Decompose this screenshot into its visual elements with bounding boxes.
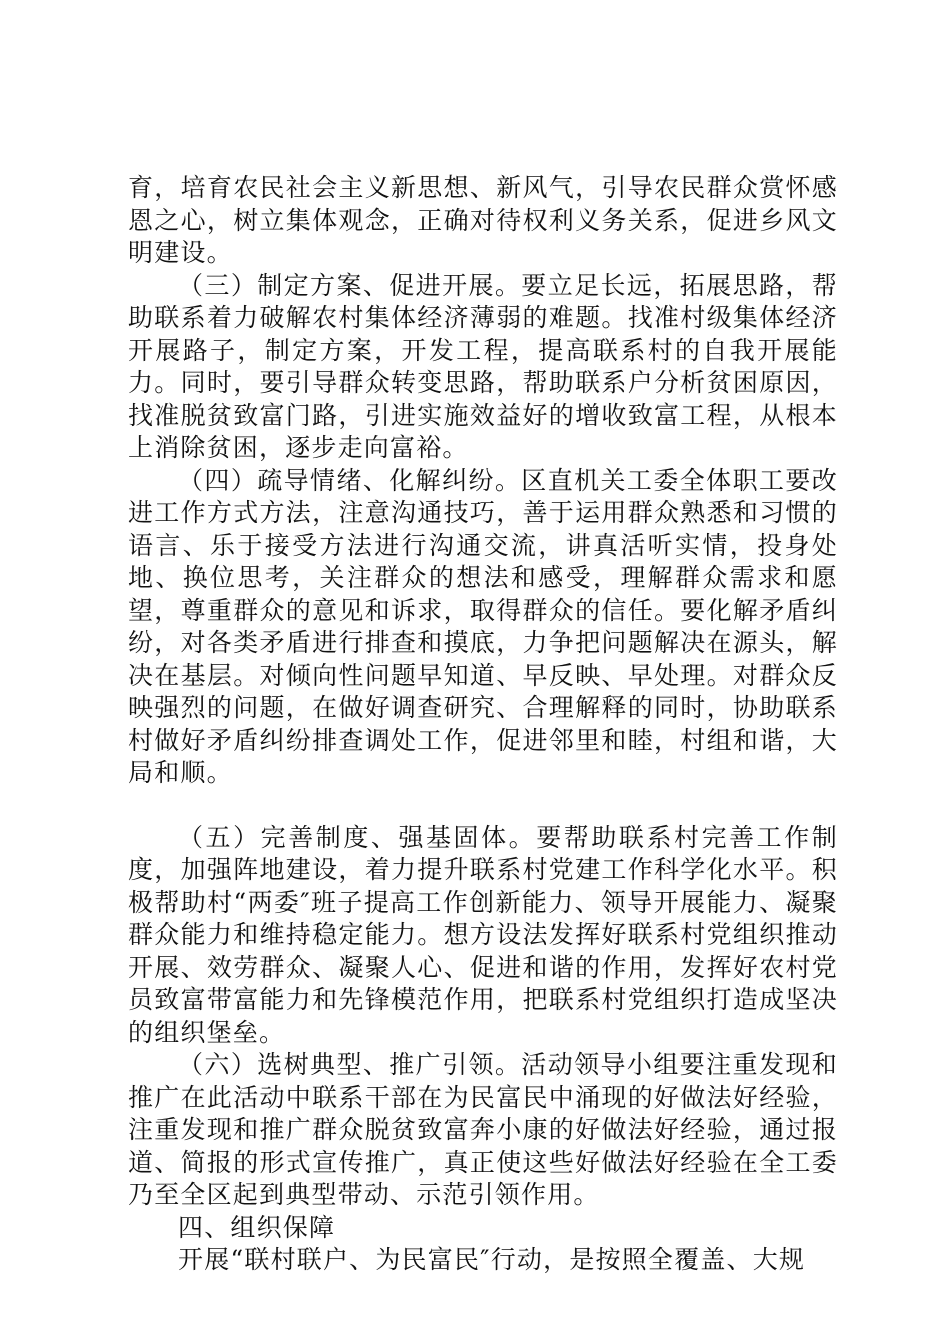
section-heading-organization: 四、组织保障 <box>178 1212 336 1242</box>
paragraph-spacer <box>128 790 838 822</box>
paragraph-organization: 开展“联村联户、为民富民″行动，是按照全覆盖、大规 <box>178 1245 806 1274</box>
paragraph-section-3: （三）制定方案、促进开展。要立足长远，拓展思路，帮助联系着力破解农村集体经济薄弱的难题。找准村级集体经济开展路子，制定方案，开发工程，提高联系村的自我开展能力。同时，要引导群众转变思路，帮助联系户分析贫困原因，找准脱贫致富门路，引进实施效益好的增收致富工程，从根本上消除贫困，逐步走向富裕。 <box>128 270 838 462</box>
paragraph-section-5: （五）完善制度、强基固体。要帮助联系村完善工作制度，加强阵地建设，着力提升联系村党建工作科学化水平。积极帮助村“两委″班子提高工作创新能力、领导开展能力、凝聚群众能力和维持稳定能力。想方设法发挥好联系村党组织推动开展、效劳群众、凝聚人心、促进和谐的作用，发挥好农村党员致富带富能力和先锋模范作用，把联系村党组织打造成坚决的组织堡垒。 <box>128 822 838 1047</box>
document-body <box>128 172 838 1277</box>
paragraph-section-6: （六）选树典型、推广引领。活动领导小组要注重发现和推广在此活动中联系干部在为民富民中涌现的好做法好经验，注重发现和推广群众脱贫致富奔小康的好做法好经验，通过报道、简报的形式宣传推广，真正使这些好做法好经验在全工委乃至全区起到典型带动、示范引领作用。 <box>128 1050 838 1209</box>
paragraph-continuation: 育，培育农民社会主义新思想、新风气，引导农民群众赏怀感恩之心，树立集体观念，正确对待权利义务关系，促进乡风文明建设。 <box>128 173 838 267</box>
paragraph-section-4: （四）疏导情绪、化解纠纷。区直机关工委全体职工要改进工作方式方法，注意沟通技巧，善于运用群众熟悉和习惯的语言、乐于接受方法进行沟通交流，讲真活听实情，投身处地、换位思考，关注群众的想法和感受，理解群众需求和愿望，尊重群众的意见和诉求，取得群众的信任。要化解矛盾纠纷，对各类矛盾进行排查和摸底，力争把问题解决在源头，解决在基层。对倾向性问题早知道、早反映、早处理。对群众反映强烈的问题，在做好调查研究、合理解释的同时，协助联系村做好矛盾纠纷排查调处工作，促进邻里和睦，村组和谐，大局和顺。 <box>128 465 838 787</box>
